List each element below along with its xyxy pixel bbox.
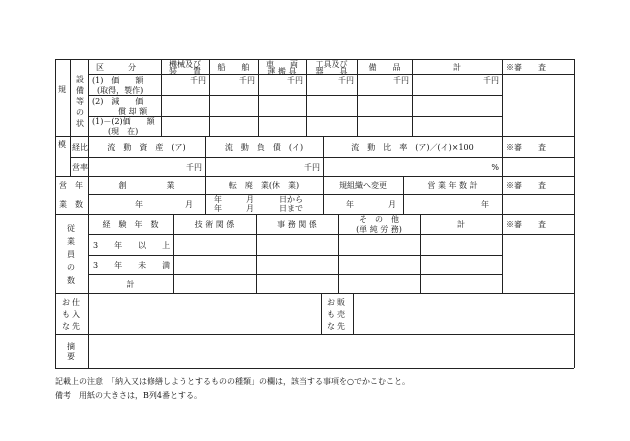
header-sharyo-1: 車 両 — [266, 60, 298, 69]
kara-label: 日から — [279, 195, 303, 204]
rule-bottom — [55, 368, 574, 369]
sono-header-2: (単 純 労 務) — [356, 225, 402, 234]
scale-label-mo: 模 — [58, 140, 66, 149]
year-unit: 年 — [135, 200, 143, 209]
header-kikai-2: 装 置 — [169, 67, 201, 76]
nensu-kei-label: 営 業 年 数 計 — [427, 181, 478, 190]
row-kagaku-2: (取得，製作) — [97, 86, 144, 95]
jugyo-shinsa: ※審 査 — [506, 220, 546, 229]
jugyo-kei-header: 計 — [457, 220, 465, 229]
month-unit: 月 — [246, 195, 254, 204]
setsubi-char: 備 — [76, 86, 84, 95]
header-shinsa: ※審 査 — [506, 63, 546, 72]
jugyo-char: 業 — [67, 237, 75, 246]
rule — [55, 293, 574, 294]
row-kagaku-1: (1) 価 額 — [92, 76, 144, 85]
header-bihin: 備 品 — [368, 63, 401, 72]
setsubi-char: の — [76, 108, 84, 117]
shiire-char: 入 — [72, 310, 80, 319]
rule — [88, 59, 89, 368]
rule — [88, 95, 502, 96]
nensu-label-1: 営 年 — [59, 181, 83, 190]
header-sharyo-2: 運 搬 具 — [267, 67, 297, 76]
hanbai-char: お — [327, 298, 335, 307]
keihi-label: 経比 — [72, 143, 88, 152]
made-label: 日まで — [279, 204, 303, 213]
unit-label: 千円 — [287, 76, 303, 85]
ryudo-fusai: 流 動 負 債 (イ) — [224, 143, 304, 152]
rule — [502, 59, 503, 294]
rule — [70, 157, 574, 158]
setsubi-char: 状 — [76, 119, 84, 128]
rule — [88, 274, 502, 275]
jugyo-char: 従 — [67, 224, 75, 233]
unit-label: 千円 — [304, 163, 320, 172]
row-genka-2: 償 却 額 — [118, 107, 148, 116]
month-unit: 月 — [388, 200, 396, 209]
row-genzai-2: (現 在) — [108, 127, 139, 136]
jugyo-char: 員 — [67, 250, 75, 259]
jugyo-char: の — [67, 263, 75, 272]
unit-label: 千円 — [186, 163, 202, 172]
unit-label: 千円 — [338, 76, 354, 85]
keiken-header: 経 験 年 数 — [102, 220, 159, 229]
unit-label: 千円 — [190, 76, 206, 85]
year-unit: 年 — [214, 195, 222, 204]
tengyo-label: 転 廃 業(休 業) — [228, 181, 300, 190]
ryudo-hiritsu: 流 動 比 率 (ア)／(イ)×100 — [351, 143, 474, 152]
month-unit: 月 — [185, 200, 193, 209]
row-genzai-1: (1)－(2)価 額 — [92, 117, 155, 126]
under3-label: 3 年 未 満 — [93, 261, 171, 270]
rule — [353, 293, 354, 334]
note-biko: 備考 用紙の大きさは，B列4番とする。 — [55, 391, 202, 400]
hanbai-char: も — [327, 310, 335, 319]
jugyo-char: 数 — [67, 276, 75, 285]
rule — [55, 214, 574, 215]
shiire-char: 仕 — [72, 298, 80, 307]
header-kikai-1: 機械及び — [169, 60, 201, 69]
rule — [88, 255, 502, 256]
shiire-char: も — [62, 310, 70, 319]
hanbai-char: 売 — [337, 310, 345, 319]
note-kisai: 記載上の注意 「納入又は修繕しようとするものの種類」の欄は，該当する事項を○でかこむこと。 — [55, 377, 410, 386]
rule — [321, 293, 322, 334]
shiire-char: お — [62, 298, 70, 307]
eiritsu-label: 営率 — [72, 163, 88, 172]
rule — [70, 59, 71, 177]
month-unit: 月 — [246, 204, 254, 213]
jimu-header: 事 務 関 係 — [277, 220, 317, 229]
header-kubun: 区 分 — [96, 63, 136, 72]
shiire-char: 先 — [72, 322, 80, 331]
unit-label: 千円 — [393, 76, 409, 85]
gijutsu-header: 技 術 関 係 — [194, 220, 235, 229]
hanbai-char: 販 — [337, 298, 345, 307]
unit-label: 千円 — [239, 76, 255, 85]
year-unit: 年 — [214, 204, 222, 213]
header-kei: 計 — [453, 63, 461, 72]
row-genka-1: (2) 減 価 — [92, 97, 144, 106]
over3-label: 3 年 以 上 — [93, 241, 171, 250]
ryudo-shisan: 流 動 資 産 (ア) — [107, 143, 186, 152]
unit-label: 千円 — [483, 76, 499, 85]
header-senpaku: 船 舶 — [217, 63, 250, 72]
nensu-label-2: 業 数 — [59, 200, 83, 209]
hanbai-char: 先 — [337, 322, 345, 331]
rule — [55, 136, 574, 137]
ratio-shinsa: ※審 査 — [506, 143, 546, 152]
rule-right — [574, 59, 575, 368]
header-kougu-1: 工具及び — [315, 60, 348, 69]
tekiyo-char: 摘 — [67, 342, 75, 351]
scale-label-ki: 規 — [58, 85, 66, 94]
sono-header-1: そ の 他 — [359, 215, 399, 224]
header-kougu-2: 器 具 — [315, 67, 348, 76]
shiire-char: な — [62, 322, 70, 331]
percent-label: % — [491, 163, 499, 172]
rule — [55, 176, 574, 177]
nensu-shinsa: ※審 査 — [506, 181, 546, 190]
henko-label: 規組織へ変更 — [339, 181, 387, 190]
year-unit: 年 — [481, 200, 489, 209]
jugyo-total-label: 計 — [126, 280, 135, 289]
tekiyo-char: 要 — [67, 352, 75, 361]
setsubi-char: 設 — [76, 75, 84, 84]
rule — [55, 334, 574, 335]
hanbai-char: な — [327, 322, 335, 331]
setsubi-char: 等 — [76, 97, 84, 106]
rule-left — [55, 59, 56, 368]
soguo-label: 創 業 — [118, 181, 175, 190]
year-unit: 年 — [346, 200, 354, 209]
